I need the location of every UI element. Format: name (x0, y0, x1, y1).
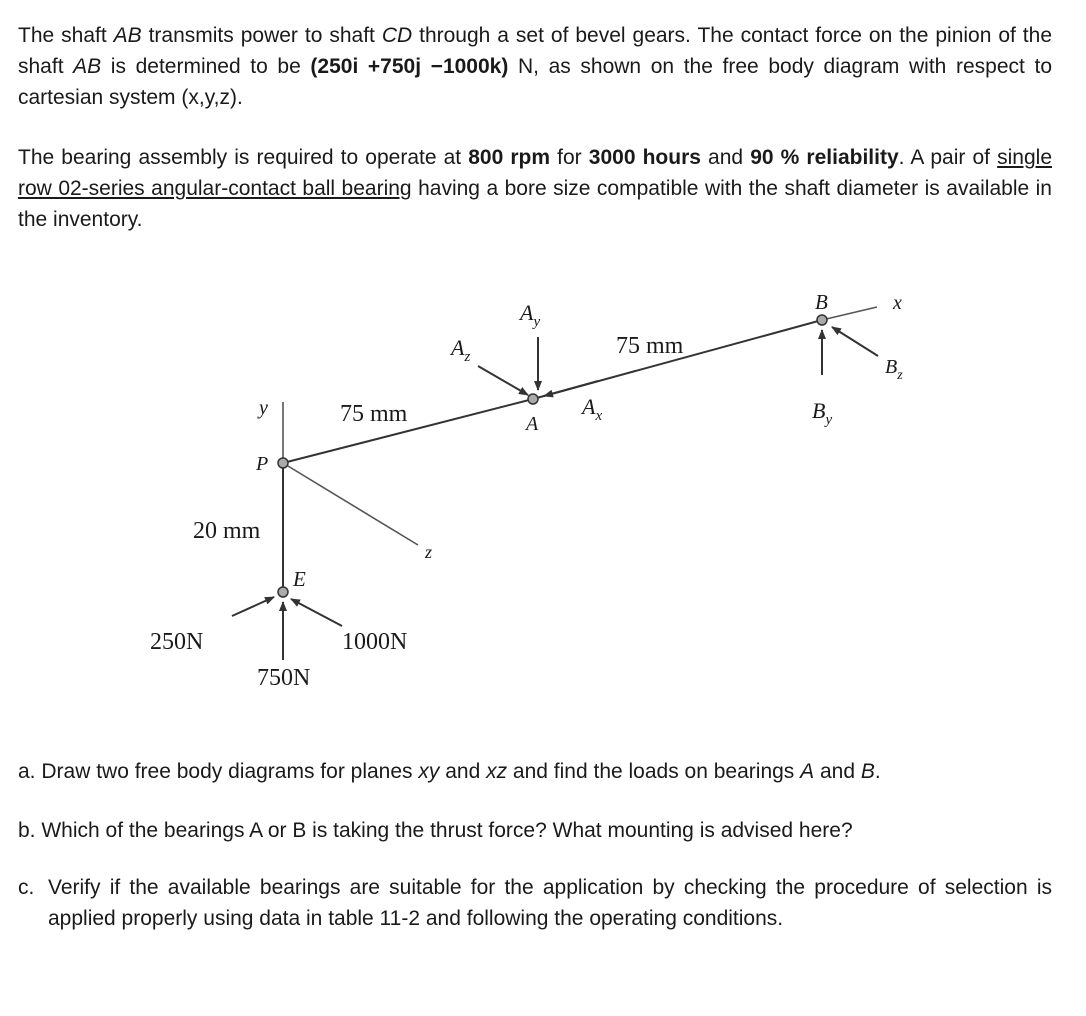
label-ax: $A_x$ (582, 394, 603, 424)
label-x-axis: x (893, 292, 902, 314)
problem-intro-paragraph: The shaft AB transmits power to shaft CD through a set of bevel gears. The contact force on the pinion of the shaft AB is determined to be (250i +750j −1000k) N, as shown on the free body diagram with respect to cartesian system (x,y,z). (18, 24, 1053, 109)
force-vector: (250i +750j −1000k) (310, 55, 509, 78)
free-body-diagram (140, 282, 920, 702)
dimension-pe: 20 mm (193, 518, 261, 544)
shaft-pa (283, 399, 533, 463)
operating-conditions-paragraph: The bearing assembly is required to operate at 800 rpm for 3000 hours and 90 % reliability. A pair of single row 02-series angular-contact ball bearing having a bore size compatible with the shaft diameter is available in the inventory. (18, 146, 1052, 231)
dimension-pa: 75 mm (340, 401, 408, 427)
label-force-750n: 750N (257, 665, 311, 691)
x-axis-line (822, 307, 877, 320)
label-y-axis: y (259, 397, 268, 419)
label-force-1000n: 1000N (342, 629, 408, 655)
label-z-axis: z (425, 542, 433, 562)
question-b: b. Which of the bearings A or B is taking the thrust force? What mounting is advised here? (18, 819, 853, 842)
question-c-text: Verify if the available bearings are suitable for the application by checking the procedure of selection is applied properly using data in table 11-2 and following the operating conditions. (48, 876, 1052, 930)
reliability-value: 90 % reliability (750, 146, 899, 169)
label-p: P (256, 453, 269, 475)
label-bz: $B_z$ (885, 356, 903, 383)
speed-value: 800 rpm (468, 146, 551, 169)
force-arrow-az (478, 366, 528, 395)
label-az: $A_z$ (451, 335, 471, 365)
dimension-ab: 75 mm (616, 333, 684, 359)
force-arrow-250n (232, 597, 274, 616)
life-value: 3000 hours (588, 146, 701, 169)
bearing-b-point (817, 315, 827, 325)
label-b: B (815, 290, 828, 314)
bearing-type: single row 02-series angular-contact ball bearing (18, 146, 1052, 200)
question-c-label: c. (18, 876, 35, 899)
force-arrow-bz (832, 327, 878, 356)
point-e (278, 587, 288, 597)
bearing-a-point (528, 394, 538, 404)
z-axis-line (283, 463, 418, 545)
label-ay: $A_y$ (520, 300, 541, 330)
point-p (278, 458, 288, 468)
label-force-250n: 250N (150, 629, 204, 655)
label-by: $B_y$ (812, 398, 833, 428)
label-e: E (293, 567, 306, 591)
label-a: A (526, 413, 539, 435)
question-a: a. Draw two free body diagrams for planes xy and xz and find the loads on bearings A and B. (18, 760, 881, 783)
force-arrow-1000n (291, 599, 342, 626)
